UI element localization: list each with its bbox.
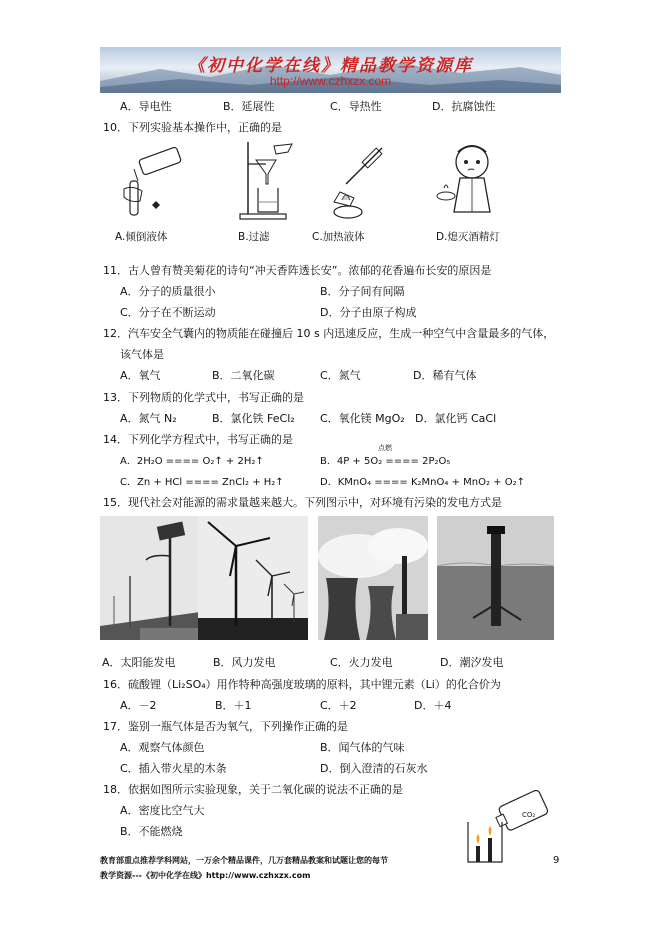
q17-option-d: D．倒入澄清的石灰水 (320, 762, 428, 775)
q14-option-b: B．4P + 5O₂ ==== 2P₂O₅ (320, 456, 451, 467)
q12-option-a: A．氧气 (120, 369, 161, 382)
co2-bottle-label: CO₂ (522, 811, 536, 819)
q14-option-d: D．KMnO₄ ==== K₂MnO₄ + MnO₂ + O₂↑ (320, 477, 525, 488)
q13-option-b: B．氯化铁 FeCl₂ (212, 412, 295, 425)
q11-option-b: B．分子间有间隔 (320, 285, 405, 298)
heating-liquid-figure (326, 140, 396, 222)
q12-stem: 12．汽车安全气囊内的物质能在碰撞后 10 s 内迅速反应，生成一种空气中含量最多的气体， (103, 327, 555, 340)
q9-option-d: D．抗腐蚀性 (432, 100, 496, 113)
q12-option-c: C．氮气 (320, 369, 361, 382)
tidal-power-photo (437, 516, 554, 640)
solar-power-photo (100, 516, 200, 640)
q11-option-a: A．分子的质量很小 (120, 285, 216, 298)
q16-stem: 16．硫酸锂（Li₂SO₄）用作特种高强度玻璃的原料，其中锂元素（Li）的化合价为 (103, 678, 501, 691)
q12-stem-continued: 该气体是 (120, 348, 164, 361)
co2-candle-experiment-figure (462, 790, 552, 864)
q15-option-d: D．潮汐发电 (440, 656, 504, 669)
q16-option-c: C．＋2 (320, 699, 357, 712)
q9-option-b: B．延展性 (223, 100, 275, 113)
q12-option-b: B．二氧化碳 (212, 369, 275, 382)
header-banner (100, 47, 561, 93)
q10-caption-d: D.熄灭酒精灯 (436, 231, 500, 243)
q15-stem: 15．现代社会对能源的需求量越来越大。下列图示中，对环境有污染的发电方式是 (103, 496, 502, 509)
q10-caption-a: A.倾倒液体 (115, 231, 168, 243)
q14-option-c: C．Zn + HCl ==== ZnCl₂ + H₂↑ (120, 477, 284, 488)
q13-option-d: D．氯化钙 CaCl (415, 412, 497, 425)
thermal-power-photo (318, 516, 428, 640)
q10-caption-c: C.加热液体 (312, 231, 365, 243)
q16-option-a: A．－2 (120, 699, 157, 712)
q15-option-c: C．火力发电 (330, 656, 393, 669)
q11-option-d: D．分子由原子构成 (320, 306, 417, 319)
q17-option-b: B．闻气体的气味 (320, 741, 405, 754)
banner-title: 《初中化学在线》精品教学资源库 (188, 56, 473, 76)
q11-option-c: C．分子在不断运动 (120, 306, 216, 319)
q15-option-b: B．风力发电 (213, 656, 276, 669)
q10-caption-b: B.过滤 (238, 231, 270, 243)
q17-stem: 17．鉴别一瓶气体是否为氧气，下列操作正确的是 (103, 720, 348, 733)
banner-url[interactable]: http://www.czhxzx.com (269, 74, 392, 88)
q9-option-a: A．导电性 (120, 100, 172, 113)
q16-option-b: B．＋1 (215, 699, 252, 712)
q17-option-a: A．观察气体颜色 (120, 741, 205, 754)
q13-option-c: C．氧化镁 MgO₂ (320, 412, 405, 425)
q14-stem: 14．下列化学方程式中，书写正确的是 (103, 433, 293, 446)
q14-option-a: A．2H₂O ==== O₂↑ + 2H₂↑ (120, 456, 264, 467)
q14-condition-label: 点燃 (378, 444, 392, 452)
filtration-figure (236, 140, 298, 222)
q18-stem: 18．依据如图所示实验现象，关于二氧化碳的说法不正确的是 (103, 783, 403, 796)
footer-line-1: 教育部重点推荐学科网站，一万余个精品课件，几万套精品教案和试题让您的每节 (100, 856, 388, 865)
pouring-liquid-figure (122, 145, 192, 225)
q18-option-a: A．密度比空气大 (120, 804, 205, 817)
q10-stem: 10．下列实验基本操作中，正确的是 (103, 121, 282, 134)
q9-option-c: C．导热性 (330, 100, 382, 113)
q13-stem: 13．下列物质的化学式中，书写正确的是 (103, 391, 304, 404)
page-number-fragment: 9 (553, 855, 560, 866)
wind-power-photo (198, 516, 308, 640)
q13-option-a: A．氮气 N₂ (120, 412, 177, 425)
q16-option-d: D．＋4 (414, 699, 452, 712)
footer-line-2: 教学资源---《初中化学在线》http://www.czhxzx.com (100, 871, 311, 880)
q18-option-b: B．不能燃烧 (120, 825, 183, 838)
q15-option-a: A．太阳能发电 (102, 656, 176, 669)
q17-option-c: C．插入带火星的木条 (120, 762, 227, 775)
q11-stem: 11．古人曾有赞美菊花的诗句“冲天香阵透长安”。浓郁的花香遍布长安的原因是 (103, 264, 492, 277)
q12-option-d: D．稀有气体 (413, 369, 477, 382)
extinguish-lamp-figure (432, 138, 502, 222)
